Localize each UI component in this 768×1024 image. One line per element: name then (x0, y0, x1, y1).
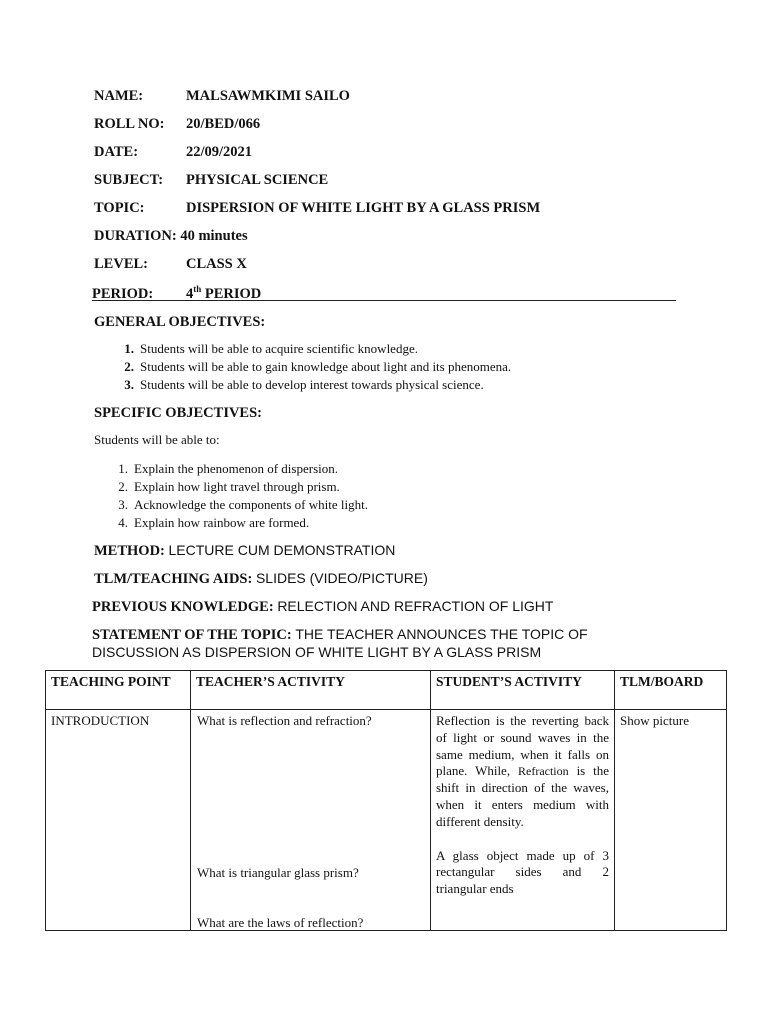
list-item (110, 376, 511, 394)
students-activity-cell (431, 710, 615, 931)
teacher-question-2: What is triangular glass prism? (197, 865, 359, 880)
item-number: 4. (118, 515, 128, 530)
list-item (104, 460, 368, 478)
subject-value: PHYSICAL SCIENCE (186, 172, 329, 188)
list-item (110, 340, 511, 358)
duration-label: DURATION: (94, 228, 177, 244)
statement-line-1 (92, 626, 588, 644)
subject-field (94, 172, 328, 189)
column-header-tlm-board: TLM/BOARD (615, 671, 727, 710)
statement-value-1: THE TEACHER ANNOUNCES THE TOPIC OF (295, 626, 588, 642)
period-number: 4 (186, 285, 194, 302)
teaching-point-cell: INTRODUCTION (46, 710, 191, 931)
item-number: 2. (124, 359, 134, 374)
item-text: Students will be able to develop interest towards physical science. (140, 377, 484, 392)
tlm-line (94, 570, 428, 588)
statement-value-2: DISCUSSION AS DISPERSION OF WHITE LIGHT BY A GLASS PRISM (92, 644, 542, 660)
roll-label: ROLL NO: (94, 116, 165, 132)
method-line (94, 542, 395, 560)
period-label: PERIOD: (92, 285, 154, 302)
student-answer-2: A glass object made up of 3 rectangular sides and 2 triangular ends (436, 847, 609, 897)
period-value: PERIOD (204, 285, 262, 302)
item-text: Explain the phenomenon of dispersion. (134, 461, 338, 476)
tlm-label: TLM/TEACHING AIDS: (94, 571, 253, 587)
name-value: MALSAWMKIMI SAILO (186, 88, 350, 104)
item-text: Explain how light travel through prism. (134, 479, 340, 494)
duration-value: 40 minutes (180, 228, 248, 244)
topic-value: DISPERSION OF WHITE LIGHT BY A GLASS PRISM (186, 200, 541, 216)
specific-objectives-heading: SPECIFIC OBJECTIVES: (94, 405, 262, 421)
level-field (94, 256, 247, 273)
level-label: LEVEL: (94, 256, 148, 272)
list-item (110, 358, 511, 376)
date-field (94, 144, 252, 161)
name-field (94, 88, 350, 105)
statement-line-2 (92, 644, 541, 662)
list-item (104, 514, 368, 532)
previous-knowledge-value: RELECTION AND REFRACTION OF LIGHT (277, 598, 554, 614)
item-text: Explain how rainbow are formed. (134, 515, 310, 530)
list-item (104, 496, 368, 514)
topic-field (94, 200, 540, 217)
column-header-students-activity: STUDENT’S ACTIVITY (431, 671, 615, 710)
item-number: 2. (118, 479, 128, 494)
teachers-activity-cell (191, 710, 431, 931)
duration-field (94, 228, 248, 245)
general-objectives-heading: GENERAL OBJECTIVES: (94, 314, 266, 330)
item-text: Students will be able to gain knowledge about light and its phenomena. (140, 359, 512, 374)
item-number: 1. (118, 461, 128, 476)
list-item (104, 478, 368, 496)
teacher-question-1: What is reflection and refraction? (197, 713, 372, 728)
period-suffix: th (193, 284, 202, 294)
column-header-teaching-point: TEACHING POINT (46, 671, 191, 710)
column-header-teachers-activity: TEACHER’S ACTIVITY (191, 671, 431, 710)
student-answer-1 (436, 713, 609, 831)
teacher-question-3: What are the laws of reflection? (197, 915, 364, 930)
table-row (46, 710, 727, 931)
roll-value: 20/BED/066 (186, 116, 261, 132)
tlm-board-cell: Show picture (615, 710, 727, 931)
item-number: 3. (118, 497, 128, 512)
lesson-plan-table (45, 670, 727, 931)
item-text: Students will be able to acquire scientific knowledge. (140, 341, 418, 356)
previous-knowledge-line (92, 598, 553, 616)
topic-label: TOPIC: (94, 200, 145, 216)
date-label: DATE: (94, 144, 139, 160)
specific-objectives-list (104, 460, 368, 532)
level-value: CLASS X (186, 256, 247, 272)
refraction-term: Refraction (518, 764, 569, 779)
date-value: 22/09/2021 (186, 144, 253, 160)
specific-objectives-intro: Students will be able to: (94, 432, 220, 447)
roll-field (94, 116, 260, 133)
item-number: 1. (124, 341, 134, 356)
item-number: 3. (124, 377, 134, 392)
tlm-value: SLIDES (VIDEO/PICTURE) (255, 570, 428, 586)
subject-label: SUBJECT: (94, 172, 164, 188)
general-objectives-list (110, 340, 511, 394)
header-divider (92, 300, 676, 301)
item-text: Acknowledge the components of white light. (134, 497, 368, 512)
student-answer-1-part2: is the shift in direction of the waves, when it enters medium with different density. (436, 763, 610, 829)
previous-knowledge-label: PREVIOUS KNOWLEDGE: (92, 599, 274, 615)
table-header-row (46, 671, 727, 710)
name-label: NAME: (94, 88, 144, 104)
method-label: METHOD: (94, 543, 165, 559)
student-answer-1-part1: Reflection is the reverting back of light or sound waves in the same medium, when it falls on plane. While, (436, 713, 609, 779)
statement-label: STATEMENT OF THE TOPIC: (92, 627, 292, 643)
method-value: LECTURE CUM DEMONSTRATION (168, 542, 396, 558)
